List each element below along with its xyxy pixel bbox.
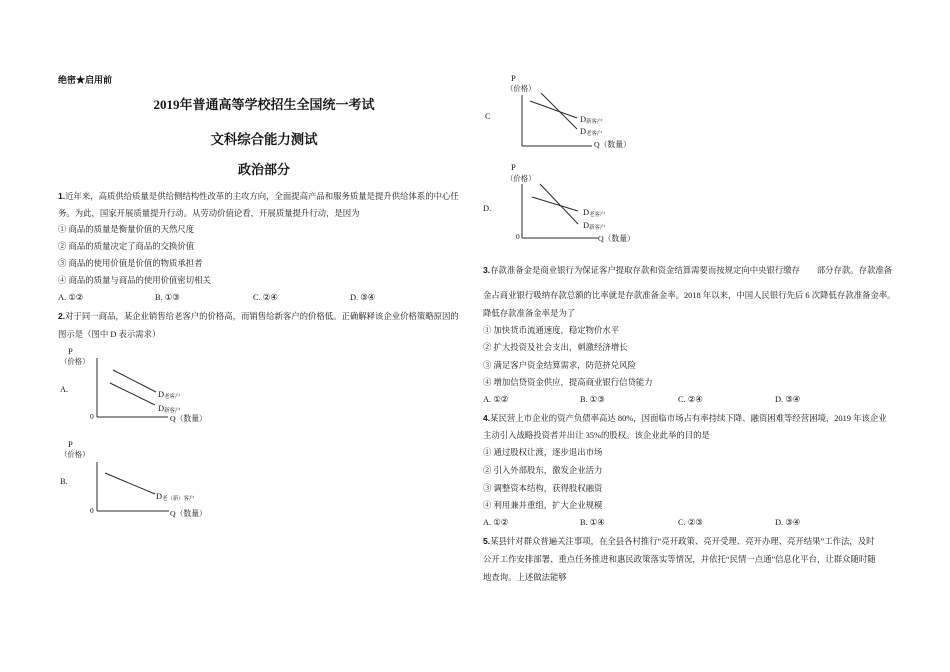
quantity-axis-label: Q（数量） [594,140,631,149]
price-axis-symbol: P [68,346,73,356]
curve-symbol: D [583,221,590,230]
question-number: 2. [58,311,66,321]
answer-choice-d: D. ③④ [775,395,801,404]
left-column [58,0,470,672]
question-number: 3. [483,265,491,275]
demand-graph-a [55,345,215,433]
statement: ④ 利用兼并重组，扩大企业规模 [483,501,603,510]
statement: ④ 增加信贷资金供应，提高商业银行信贷能力 [483,378,653,387]
curve-label-old-customers [158,388,180,402]
right-column [480,0,910,672]
question-text: 存款准备金是商业银行为保证客户提取存款和资金结算需要而按规定向中央银行缴存 部分存款。存款准备 [490,266,893,275]
answer-choice-b: B. ①③ [580,395,605,404]
question-text-line: 公开工作安排部署、重点任务推进和惠民政策落实等情况，并依托“民情一点通”信息化平台，让群众随时随 [483,555,876,564]
answer-choice-a: A. ①② [483,518,509,527]
curve-symbol: D [583,208,590,217]
option-label: B. [60,477,68,486]
price-axis-label: （价格） [506,174,536,183]
quantity-axis-label: Q（数量） [598,234,635,243]
option-label: C [485,112,491,121]
price-axis-label: （价格） [60,450,90,459]
curve-symbol: D [580,127,587,136]
answer-choice-c: C. ②④ [253,293,278,302]
curve-symbol: D [158,404,165,413]
question-number: 5. [483,536,491,546]
price-axis-label: （价格） [506,84,536,93]
curve-subscript: 老客户 [164,394,181,400]
curve-label-new-customers [158,402,180,416]
answer-choice-a: A. ①② [483,395,509,404]
statement: ① 通过股权让渡，逐步退出市场 [483,448,603,457]
curve-label-old-customers [580,125,602,139]
demand-curve-new-customers [110,383,155,405]
quantity-axis-label: Q（数量） [170,414,207,423]
statement: ③ 调整资本结构，获得股权融资 [483,484,603,493]
answer-choice-b: B. ①③ [155,293,180,302]
question-text-line: 降低存款准备金率是为了 [483,309,576,318]
question-number: 1. [58,191,66,201]
price-axis-symbol: P [511,162,516,172]
price-axis-symbol: P [68,439,73,449]
exam-title: 2019年普通高等学校招生全国统一考试 [153,97,375,112]
question-text-line [483,264,892,277]
answer-choice-d: D. ③④ [775,518,801,527]
statement: ③ 满足客户资金结算需求，防范挤兑风险 [483,361,636,370]
question-text: 某民营上市企业的资产负债率高达 80%，因面临市场占有率持续下降、融资困难等经营困境，2019 年该企业 [490,414,887,423]
question-text: 对于同一商品，某企业销售给老客户的价格高，而销售给新客户的价格低。正确解释该企业价格策略原因的 [65,312,459,321]
answer-choice-a: A. ①② [58,293,84,302]
demand-graph-b [55,437,215,525]
curve-subscript: 新客户 [586,119,603,125]
demand-graph-d [480,162,655,250]
question-text-line [58,190,459,203]
price-axis-symbol: P [511,73,516,83]
demand-graph-c [480,72,650,158]
curve-label-old-customers [583,206,605,220]
statement: ③ 商品的使用价值是价值的物质承担者 [58,259,203,268]
price-axis-label: （价格） [60,357,90,366]
curve-symbol: D [580,115,587,124]
question-text-line: 主动引入战略投资者并出让 35%的股权。该企业此举的目的是 [483,431,710,440]
curve-label-new-customers [583,219,605,233]
question-text-line: 务。为此，国家开展质量提升行动。从劳动价值论看，开展质量提升行动，是因为 [58,209,360,218]
statement: ① 商品的质量是衡量价值的天然尺度 [58,225,195,234]
curve-subscript: 老客户 [589,212,606,218]
answer-choice-b: B. ①④ [580,518,605,527]
statement: ④ 商品的质量与商品的使用价值密切相关 [58,276,211,285]
answer-choice-d: D. ③④ [350,293,376,302]
question-text-line [483,412,887,425]
curve-subscript: 老（新）客户 [162,496,195,502]
statement: ② 引入外部股东，激发企业活力 [483,466,603,475]
question-text-line [483,535,874,548]
statement: ② 扩大投资及社会支出，刺激经济增长 [483,343,628,352]
section-title: 政治部分 [237,162,290,177]
origin-label: 0 [516,232,520,241]
option-label: A. [60,385,69,394]
demand-curve-all-customers [105,473,155,494]
confidential-mark: 绝密★启用前 [58,75,113,85]
question-text-line: 地查询。上述做法能够 [483,573,567,582]
question-number: 4. [483,413,491,423]
answer-choice-c: C. ②③ [678,518,703,527]
paper-name: 文科综合能力测试 [210,132,318,147]
answer-choice-c: C. ②④ [678,395,703,404]
question-text: 近年来，高质供给质量是供给侧结构性改革的主攻方向，全面提高产品和服务质量是提升供给体系的中心任 [65,192,459,201]
curve-subscript: 老客户 [586,131,603,137]
question-text-line [58,310,459,323]
origin-label: 0 [90,506,94,515]
origin-label: 0 [90,412,94,421]
demand-curve-old-customers [541,93,577,129]
demand-curve-new-customers [530,101,577,118]
demand-curve-old-customers [113,370,156,392]
option-label: D. [483,204,492,213]
question-text-line: 图示是（图中 D 表示需求） [58,330,161,339]
question-text: 某县针对群众普遍关注事项，在全县各村推行“亮开政策、亮开受理、亮开办理、亮开结果”工作法，及时 [490,537,875,546]
statement: ① 加快货币流通速度，稳定物价水平 [483,326,620,335]
curve-symbol: D [158,390,165,399]
statement: ② 商品的质量决定了商品的交换价值 [58,242,195,251]
curve-symbol: D [156,492,163,501]
curve-subscript: 新客户 [589,225,606,231]
demand-curve-new-customers [540,184,578,224]
curve-label-all-customers [156,490,194,504]
quantity-axis-label: Q（数量） [170,509,207,518]
curve-subscript: 新客户 [164,408,181,414]
question-text-line: 金占商业银行吸纳存款总额的比率就是存款准备金率。2018 年以来，中国人民银行先后 6 次降低存款准备金率。 [483,291,896,300]
